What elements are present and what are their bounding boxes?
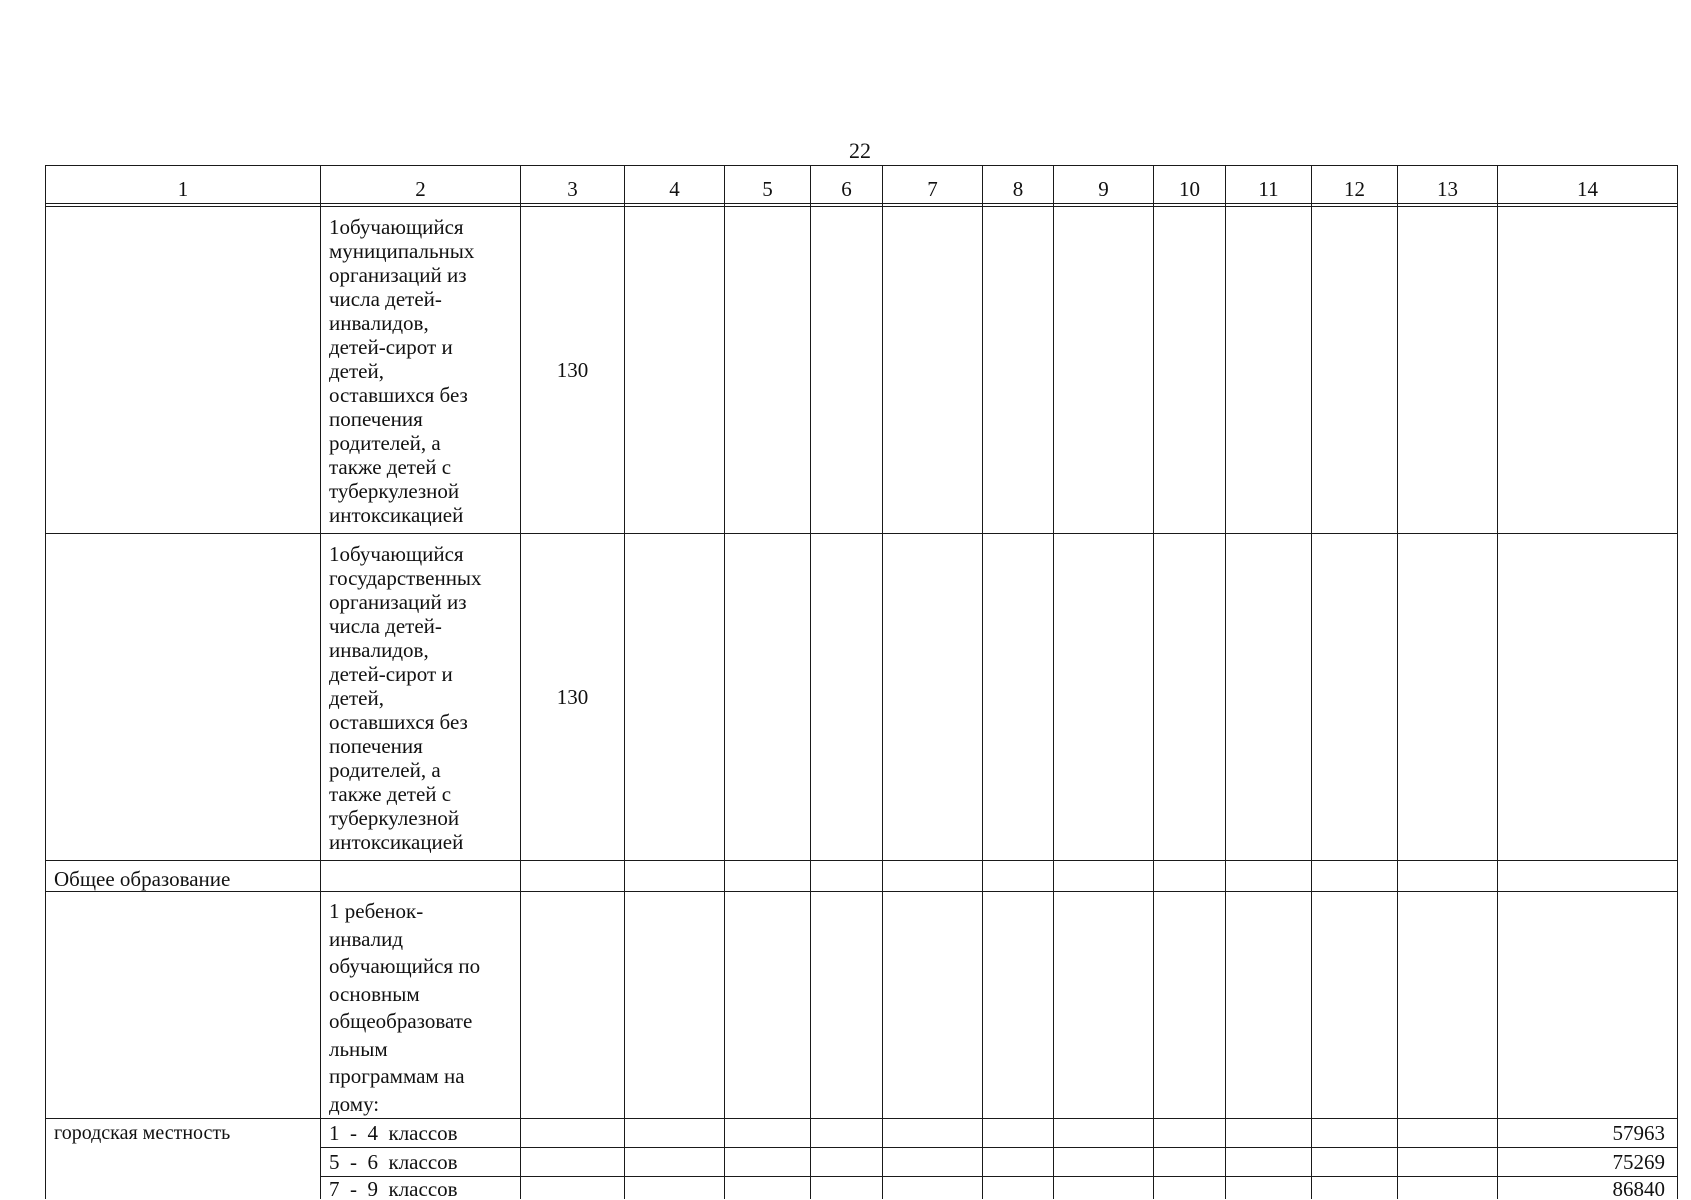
section-row [46, 861, 1678, 892]
column-header: 11 [1226, 166, 1312, 204]
table-row-grade [46, 1119, 1678, 1148]
column-header: 5 [725, 166, 811, 204]
table-row-home-schooling [46, 892, 1678, 1119]
column-header: 2 [321, 166, 521, 204]
column-header: 9 [1054, 166, 1154, 204]
row-value: 130 [521, 534, 625, 861]
header-row [46, 166, 1678, 204]
column-header: 3 [521, 166, 625, 204]
column-header: 1 [46, 166, 321, 204]
table-cell [46, 534, 321, 861]
column-header: 8 [983, 166, 1054, 204]
area-label: городская местность [46, 1119, 321, 1200]
column-header: 10 [1154, 166, 1226, 204]
grade-value: 75269 [1498, 1148, 1678, 1177]
row-description: 1 ребенок- инвалид обучающийся по основным общеобразовате льным программам на дому: [321, 892, 521, 1119]
grade-label-text: 7 - 9 классов [329, 1177, 458, 1199]
row-value: 130 [521, 207, 625, 534]
grade-value-text: 86840 [1612, 1177, 1665, 1199]
grade-label: 1 - 4 классов [321, 1119, 521, 1148]
grade-label: 5 - 6 классов [321, 1148, 521, 1177]
table-row-state [46, 534, 1678, 861]
column-header: 4 [625, 166, 725, 204]
column-header: 7 [883, 166, 983, 204]
row-description: 1обучающийся государственных организаций из числа детей- инвалидов, детей-сирот и детей, оставшихся без попечения родителей, а также детей с туберкулезной интоксикацией [321, 534, 521, 861]
section-title: Общее образование [46, 861, 321, 892]
row-description: 1обучающийся муниципальных организаций из числа детей- инвалидов, детей-сирот и детей, оставшихся без попечения родителей, а также детей с туберкулезной интоксикацией [321, 207, 521, 534]
page-number: 22 [849, 138, 871, 163]
grade-label [321, 1177, 521, 1200]
column-header: 14 [1498, 166, 1678, 204]
column-header: 13 [1398, 166, 1498, 204]
grade-value [1498, 1177, 1678, 1200]
table-row-municipal [46, 207, 1678, 534]
data-table [45, 165, 1678, 1199]
table-cell [46, 207, 321, 534]
table-cell [46, 892, 321, 1119]
grade-value: 57963 [1498, 1119, 1678, 1148]
column-header: 6 [811, 166, 883, 204]
column-header: 12 [1312, 166, 1398, 204]
